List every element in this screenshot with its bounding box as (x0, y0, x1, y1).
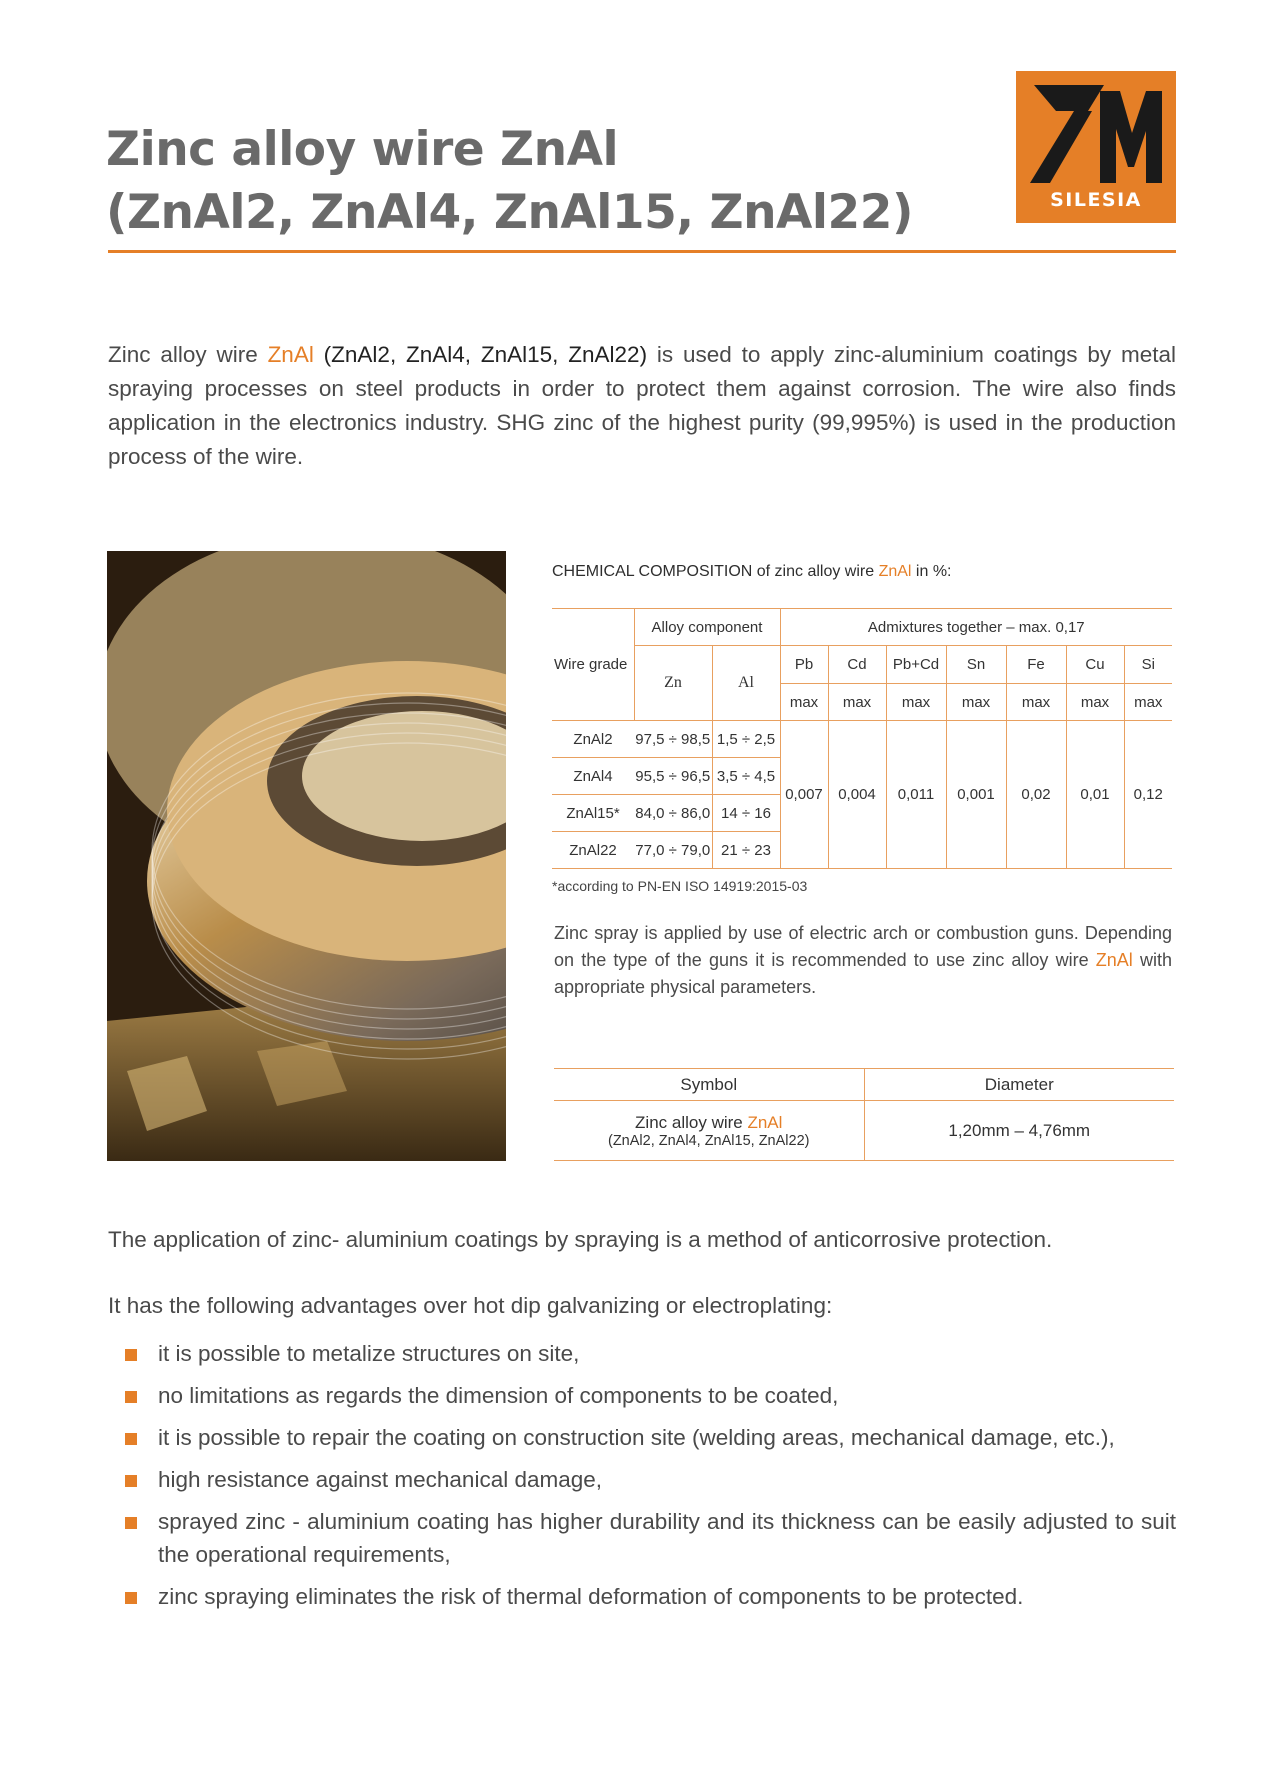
si-header: Si (1124, 646, 1172, 684)
logo-text: SILESIA (1050, 189, 1142, 211)
grade-cell: ZnAl4 (552, 758, 634, 795)
footnote: *according to PN-EN ISO 14919:2015-03 (552, 878, 808, 894)
grade-cell: ZnAl15* (552, 795, 634, 832)
al-cell: 1,5 ÷ 2,5 (712, 721, 780, 758)
list-item-text: high resistance against mechanical damage, (158, 1467, 603, 1492)
symbol-header: Symbol (554, 1069, 864, 1101)
zn-header: Zn (634, 646, 712, 721)
admixtures-header: Admixtures together – max. 0,17 (780, 609, 1172, 646)
intro-highlight: ZnAl (267, 342, 314, 367)
list-item-text: it is possible to repair the coating on construction site (welding areas, mechanical damage, etc.), (158, 1425, 1115, 1450)
chem-title-highlight: ZnAl (878, 563, 912, 580)
list-item (108, 1463, 1176, 1496)
grade-cell: ZnAl2 (552, 721, 634, 758)
pbcd-header: Pb+Cd (886, 646, 946, 684)
application-line-1: The application of zinc- aluminium coatings by spraying is a method of anticorrosive protection. (108, 1227, 1053, 1252)
alloy-component-header: Alloy component (634, 609, 780, 646)
chemical-composition-table (552, 608, 1172, 869)
max-label: max (946, 684, 1006, 721)
fe-value: 0,02 (1006, 721, 1066, 869)
spray-highlight: ZnAl (1095, 950, 1133, 970)
bullet-square-icon (125, 1475, 137, 1487)
list-item (108, 1505, 1176, 1571)
max-label: max (1124, 684, 1172, 721)
zn-cell: 84,0 ÷ 86,0 (634, 795, 712, 832)
bullet-square-icon (125, 1391, 137, 1403)
list-item (108, 1337, 1176, 1370)
table-row (552, 721, 1172, 758)
si-value: 0,12 (1124, 721, 1172, 869)
advantages-list (108, 1337, 1176, 1622)
spray-text-1: Zinc spray is applied by use of electric arch or combustion guns. Depending on the type of the guns it is recommended to use zinc alloy wire (554, 923, 1172, 970)
max-label: max (1066, 684, 1124, 721)
grade-cell: ZnAl22 (552, 832, 634, 869)
list-item-text: zinc spraying eliminates the risk of thermal deformation of components to be protected. (158, 1584, 1024, 1609)
zn-cell: 95,5 ÷ 96,5 (634, 758, 712, 795)
intro-text-1: Zinc alloy wire (108, 342, 268, 367)
al-header: Al (712, 646, 780, 721)
diameter-header: Diameter (864, 1069, 1174, 1101)
pb-header: Pb (780, 646, 828, 684)
al-cell: 14 ÷ 16 (712, 795, 780, 832)
sn-header: Sn (946, 646, 1006, 684)
wire-grade-header: Wire grade (552, 609, 634, 721)
zm-silesia-logo (1016, 71, 1176, 223)
max-label: max (1006, 684, 1066, 721)
page-title (106, 118, 926, 244)
bullet-square-icon (125, 1592, 137, 1604)
max-label: max (886, 684, 946, 721)
spray-text-2: with appropriate physical parameters. (554, 950, 1172, 997)
spray-paragraph (554, 920, 1172, 1001)
intro-text-2: is used to apply zinc-aluminium coatings by metal spraying processes on steel products in order to protect them against corrosion. The wire also finds application in the electronics industry. SHG zinc of the highest purity (99,995%) is used in the production process of the wire. (108, 342, 1176, 469)
list-item-text: it is possible to metalize structures on site, (158, 1341, 580, 1366)
cu-value: 0,01 (1066, 721, 1124, 869)
cu-header: Cu (1066, 646, 1124, 684)
intro-grades: (ZnAl2, ZnAl4, ZnAl15, ZnAl22) (323, 342, 648, 367)
zn-cell: 77,0 ÷ 79,0 (634, 832, 712, 869)
pb-value: 0,007 (780, 721, 828, 869)
al-cell: 21 ÷ 23 (712, 832, 780, 869)
list-item (108, 1580, 1176, 1613)
title-line-1: Zinc alloy wire ZnAl (106, 122, 619, 177)
bullet-square-icon (125, 1433, 137, 1445)
title-line-2: (ZnAl2, ZnAl4, ZnAl15, ZnAl22) (106, 185, 913, 240)
fe-header: Fe (1006, 646, 1066, 684)
bullet-square-icon (125, 1349, 137, 1361)
max-label: max (780, 684, 828, 721)
cd-header: Cd (828, 646, 886, 684)
chem-title-prefix: CHEMICAL COMPOSITION of zinc alloy wire (552, 563, 879, 580)
list-item (108, 1421, 1176, 1454)
wire-coil-photo (107, 551, 506, 1161)
symbol-subtitle: (ZnAl2, ZnAl4, ZnAl15, ZnAl22) (608, 1132, 810, 1149)
cd-value: 0,004 (828, 721, 886, 869)
symbol-cell (554, 1101, 864, 1161)
header-divider (108, 250, 1176, 253)
list-item (108, 1379, 1176, 1412)
zn-cell: 97,5 ÷ 98,5 (634, 721, 712, 758)
bullet-square-icon (125, 1517, 137, 1529)
max-label: max (828, 684, 886, 721)
wire-coil-image (107, 551, 506, 1161)
chemical-composition-title (552, 563, 952, 581)
application-line-2: It has the following advantages over hot dip galvanizing or electroplating: (108, 1293, 833, 1318)
chem-title-suffix: in %: (911, 563, 952, 580)
list-item-text: no limitations as regards the dimension of components to be coated, (158, 1383, 839, 1408)
symbol-prefix: Zinc alloy wire (635, 1112, 748, 1132)
pbcd-value: 0,011 (886, 721, 946, 869)
symbol-diameter-table (554, 1068, 1174, 1161)
intro-paragraph (108, 338, 1176, 474)
diameter-value: 1,20mm – 4,76mm (864, 1101, 1174, 1161)
sn-value: 0,001 (946, 721, 1006, 869)
list-item-text: sprayed zinc - aluminium coating has higher durability and its thickness can be easily adjusted to suit the operational requirements, (158, 1509, 1176, 1567)
symbol-highlight: ZnAl (747, 1112, 783, 1132)
al-cell: 3,5 ÷ 4,5 (712, 758, 780, 795)
